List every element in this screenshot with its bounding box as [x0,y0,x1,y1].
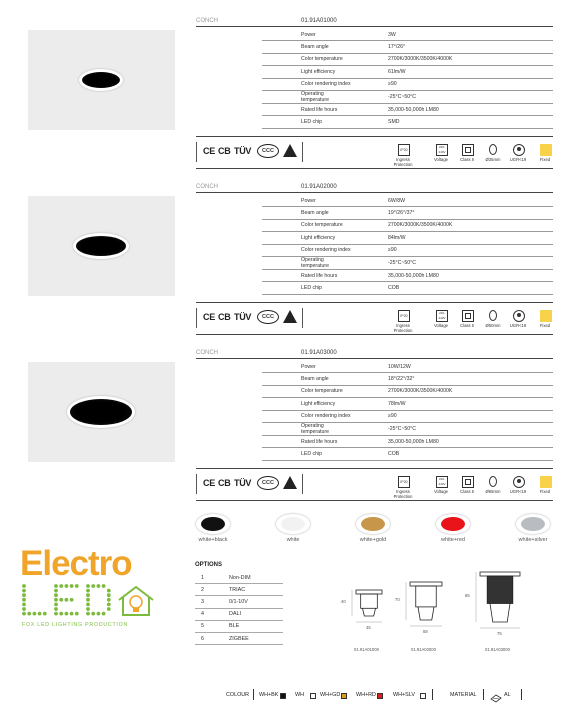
spec-row [262,195,553,207]
logo-dot [54,593,58,597]
ingress-label: Ingress Protection [393,489,413,499]
spec-row [262,116,553,128]
drawing-code: 01.91A03000 [485,647,510,652]
cert-rule-bottom [196,334,553,335]
cutout-label: Ø65mm [485,489,501,494]
cutout-icon [488,310,498,320]
logo-tagline: FOX LED LIGHTING PRODUCTION [22,622,129,628]
logo-dot [86,584,90,588]
logo-dot [22,612,26,616]
spec-row [262,103,553,115]
logo-dot [54,603,58,607]
product-code: 01.91A01000 [301,18,337,24]
spec-row [262,435,553,447]
logo-dot [107,607,111,611]
spec-row [262,361,553,373]
logo-dot [22,593,26,597]
option-value: TRIAC [229,584,283,596]
spec-row [262,90,553,103]
logo-dot [91,612,95,616]
spec-row [262,29,553,41]
spec-value: SMD [353,116,553,128]
fixed-icon [540,476,552,488]
footer-divider [432,689,433,700]
spec-value: COB [353,448,553,460]
logo-dot [86,612,90,616]
rcm-triangle-icon [283,310,297,323]
ugr-eye-icon [513,144,525,156]
spec-row [262,422,553,435]
dimension-height: 40 [341,599,346,604]
ugr-eye-icon [513,310,525,322]
spec-key: Light efficiency [262,66,353,78]
cutout-label: Ø50mm [485,323,501,328]
logo-dot [97,612,101,616]
option-number: 1 [195,572,229,584]
ccc-mark-icon: CCC [257,476,279,490]
spec-value: 84lm/W [353,232,553,244]
spec-key: Beam angle [262,373,353,385]
ingress-label: Ingress Protection [393,323,413,333]
series-name: CONCH [196,18,218,24]
series-name: CONCH [196,184,218,190]
colour-code: WH [295,692,304,698]
logo-dot [107,593,111,597]
cert-divider [302,142,303,162]
spec-row [262,448,553,460]
logo-dot [86,593,90,597]
logo-dot [22,584,26,588]
logo-dot [27,612,31,616]
class-label: Class Ⅱ [460,489,474,494]
spec-key: Power [262,361,353,373]
logo-dot [43,612,47,616]
colour-code: WH+SLV [393,692,415,698]
colour-code: WH+BK [259,692,279,698]
option-number: 3 [195,596,229,608]
spec-key: Power [262,195,353,207]
spec-row [262,244,553,256]
spec-value: 2700K/3000K/3500K/4000K [353,53,553,65]
voltage-icon: 220-240V [436,310,448,322]
logo-dot [38,612,42,616]
spec-table [262,29,553,129]
logo-word-led [20,583,120,617]
ip-rating-icon: IP20 [398,310,410,322]
option-value: BLE [229,620,283,632]
header-rule [196,358,553,359]
option-number: 2 [195,584,229,596]
dimension-width: 75 [497,631,502,636]
dimension-width: 45 [366,625,371,630]
dimension-drawing [350,586,390,639]
rcm-triangle-icon [283,144,297,157]
logo-dot [22,598,26,602]
option-row [195,620,283,632]
fixed-label: Fixed [539,157,551,162]
logo-dot [59,612,63,616]
spec-key: Operating temperature [262,256,353,269]
spec-key: Color temperature [262,385,353,397]
ugr-eye-icon [513,476,525,488]
spec-value: COB [353,282,553,294]
colour-box-icon [377,693,383,699]
logo-dot [86,603,90,607]
footer-divider [521,689,522,700]
cert-rule-top [196,136,553,137]
cutout-icon [488,476,498,486]
product-code: 01.91A02000 [301,184,337,190]
ip-rating-icon: IP20 [398,476,410,488]
brand-logo [18,545,168,635]
logo-dot [107,598,111,602]
spec-value: 18°/22°/32° [353,373,553,385]
cb-mark-icon: CB [218,312,231,322]
spec-row [262,256,553,269]
cert-rule-top [196,468,553,469]
product-photo [28,196,175,296]
spec-row [262,66,553,78]
finish-swatch [196,514,230,534]
spec-key: Power [262,29,353,41]
spec-value: 35,000-50,000h LM80 [353,435,553,447]
ce-mark-icon: CE [203,146,215,156]
class-label: Class Ⅱ [460,157,474,162]
spec-key: Color temperature [262,219,353,231]
tuv-mark-icon: TÜV [234,146,252,156]
spec-row [262,207,553,219]
spec-value: -25°C~50°C [353,256,553,269]
logo-dot [75,584,79,588]
spec-row [262,53,553,65]
fixed-icon [540,144,552,156]
product-photo [28,362,175,462]
spec-value: -25°C~50°C [353,90,553,103]
certification-bar [196,142,553,168]
ce-mark-icon: CE [203,312,215,322]
finish-label: white+silver [518,537,548,543]
spec-row [262,219,553,231]
class-label: Class Ⅱ [460,323,474,328]
material-label: MATERIAL [450,692,477,698]
spec-value: ≥90 [353,78,553,90]
logo-dot [54,584,58,588]
ccc-mark-icon: CCC [257,310,279,324]
logo-led-dots [20,583,120,617]
ugr-label: UGR<19 [509,157,527,162]
material-value: AL [504,692,511,698]
colour-box-icon [341,693,347,699]
ip-rating-icon: IP20 [398,144,410,156]
cutout-icon [488,144,498,154]
option-row [195,596,283,608]
finish-swatch [436,514,470,534]
cutout-label: Ø35mm [485,157,501,162]
footer-divider [253,689,254,700]
bulb-house-icon [116,583,156,622]
spec-key: Operating temperature [262,422,353,435]
ugr-label: UGR<19 [509,489,527,494]
spec-key: LED chip [262,116,353,128]
finish-label: white+red [440,537,465,543]
voltage-label: Voltage [434,323,448,328]
cert-divider [302,474,303,494]
logo-dot [70,612,74,616]
dimension-width: 58 [423,629,428,634]
fixed-label: Fixed [539,323,551,328]
spec-value: 35,000-50,000h LM80 [353,103,553,115]
spec-key: Light efficiency [262,398,353,410]
spec-table [262,361,553,461]
spec-value: ≥90 [353,410,553,422]
spec-key: Rated life hours [262,103,353,115]
logo-word-electro: Electro [20,544,132,583]
spec-value: 10W/12W [353,361,553,373]
drawing-code: 01.91A02000 [411,647,436,652]
dimension-height: 70 [395,597,400,602]
logo-dot [70,584,74,588]
voltage-icon: 220-240V [436,476,448,488]
spec-value: 3W [353,29,553,41]
option-value: Non-DIM [229,572,283,584]
class-ii-icon [462,476,474,488]
spec-row [262,78,553,90]
ugr-label: UGR<19 [509,323,527,328]
footer-divider [483,689,484,700]
spec-key: LED chip [262,448,353,460]
spec-key: Color temperature [262,53,353,65]
class-ii-icon [462,310,474,322]
voltage-label: Voltage [434,157,448,162]
logo-dot [59,598,63,602]
certification-bar [196,308,553,334]
cert-divider [302,308,303,328]
spec-value: 17°/26° [353,41,553,53]
colour-box-icon [420,693,426,699]
spec-value: 2700K/3000K/3500K/4000K [353,385,553,397]
logo-dot [102,584,106,588]
logo-dot [22,603,26,607]
spec-row [262,269,553,281]
certification-bar [196,474,553,500]
voltage-icon: 220-240V [436,144,448,156]
option-row [195,572,283,584]
cb-mark-icon: CB [218,146,231,156]
cert-rule-top [196,302,553,303]
rcm-triangle-icon [283,476,297,489]
logo-dot [107,589,111,593]
fixed-label: Fixed [539,489,551,494]
spec-value: 19°/26°/37° [353,207,553,219]
logo-dot [54,612,58,616]
ccc-mark-icon: CCC [257,144,279,158]
options-table [195,572,283,645]
finish-label: white [286,537,300,543]
colour-code: WH+GD [320,692,341,698]
cert-divider [196,308,197,328]
option-value: ZIGBEE [229,632,283,644]
logo-dot [54,607,58,611]
logo-dot [102,612,106,616]
logo-dot [86,589,90,593]
spec-value: ≥90 [353,244,553,256]
spec-value: 6W/8W [353,195,553,207]
product-photo [28,30,175,130]
logo-dot [54,598,58,602]
logo-dot [65,612,69,616]
spec-key: LED chip [262,282,353,294]
cb-mark-icon: CB [218,478,231,488]
spec-table [262,195,553,295]
ce-mark-icon: CE [203,478,215,488]
finish-label: white+black [198,537,228,543]
spec-value: 78lm/W [353,398,553,410]
spec-key: Operating temperature [262,90,353,103]
logo-dot [86,598,90,602]
colour-code: WH+RD [356,692,376,698]
header-rule [196,26,553,27]
spec-row [262,410,553,422]
option-value: DALI [229,608,283,620]
colour-box-icon [280,693,286,699]
logo-dot [70,598,74,602]
logo-dot [65,584,69,588]
option-number: 5 [195,620,229,632]
finish-swatch [516,514,550,534]
cert-divider [196,474,197,494]
logo-dot [107,603,111,607]
cert-rule-bottom [196,168,553,169]
tuv-mark-icon: TÜV [234,478,252,488]
logo-dot [91,584,95,588]
spec-key: Color rendering index [262,410,353,422]
fixed-icon [540,310,552,322]
spec-row [262,41,553,53]
spec-value: -25°C~50°C [353,422,553,435]
options-title: OPTIONS [195,562,223,568]
option-number: 4 [195,608,229,620]
spec-key: Color rendering index [262,244,353,256]
colour-box-icon [310,693,316,699]
option-row [195,632,283,644]
ingress-label: Ingress Protection [393,157,413,167]
logo-dot [59,584,63,588]
drawing-code: 01.91A01000 [354,647,379,652]
finish-label: white+gold [359,537,387,543]
spec-value: 61lm/W [353,66,553,78]
spec-value: 2700K/3000K/3500K/4000K [353,219,553,231]
option-row [195,608,283,620]
logo-dot [22,589,26,593]
aluminium-icon [490,690,502,708]
spec-value: 35,000-50,000h LM80 [353,269,553,281]
finish-swatch [356,514,390,534]
spec-key: Beam angle [262,41,353,53]
spec-key: Beam angle [262,207,353,219]
spec-key: Color rendering index [262,78,353,90]
logo-dot [75,612,79,616]
tuv-mark-icon: TÜV [234,312,252,322]
spec-row [262,232,553,244]
product-code: 01.91A03000 [301,350,337,356]
spec-row [262,398,553,410]
spec-key: Light efficiency [262,232,353,244]
header-rule [196,192,553,193]
cert-divider [196,142,197,162]
cert-rule-bottom [196,500,553,501]
logo-dot [65,598,69,602]
spec-key: Rated life hours [262,269,353,281]
finish-swatch [276,514,310,534]
logo-dot [33,612,37,616]
option-number: 6 [195,632,229,644]
series-name: CONCH [196,350,218,356]
voltage-label: Voltage [434,489,448,494]
logo-dot [22,607,26,611]
option-row [195,584,283,596]
dimension-height: 85 [465,593,470,598]
logo-dot [54,589,58,593]
colour-label: COLOUR [226,692,250,698]
class-ii-icon [462,144,474,156]
spec-row [262,282,553,294]
logo-dot [86,607,90,611]
logo-dot [97,584,101,588]
option-value: 0/1-10V [229,596,283,608]
spec-row [262,385,553,397]
spec-row [262,373,553,385]
spec-key: Rated life hours [262,435,353,447]
